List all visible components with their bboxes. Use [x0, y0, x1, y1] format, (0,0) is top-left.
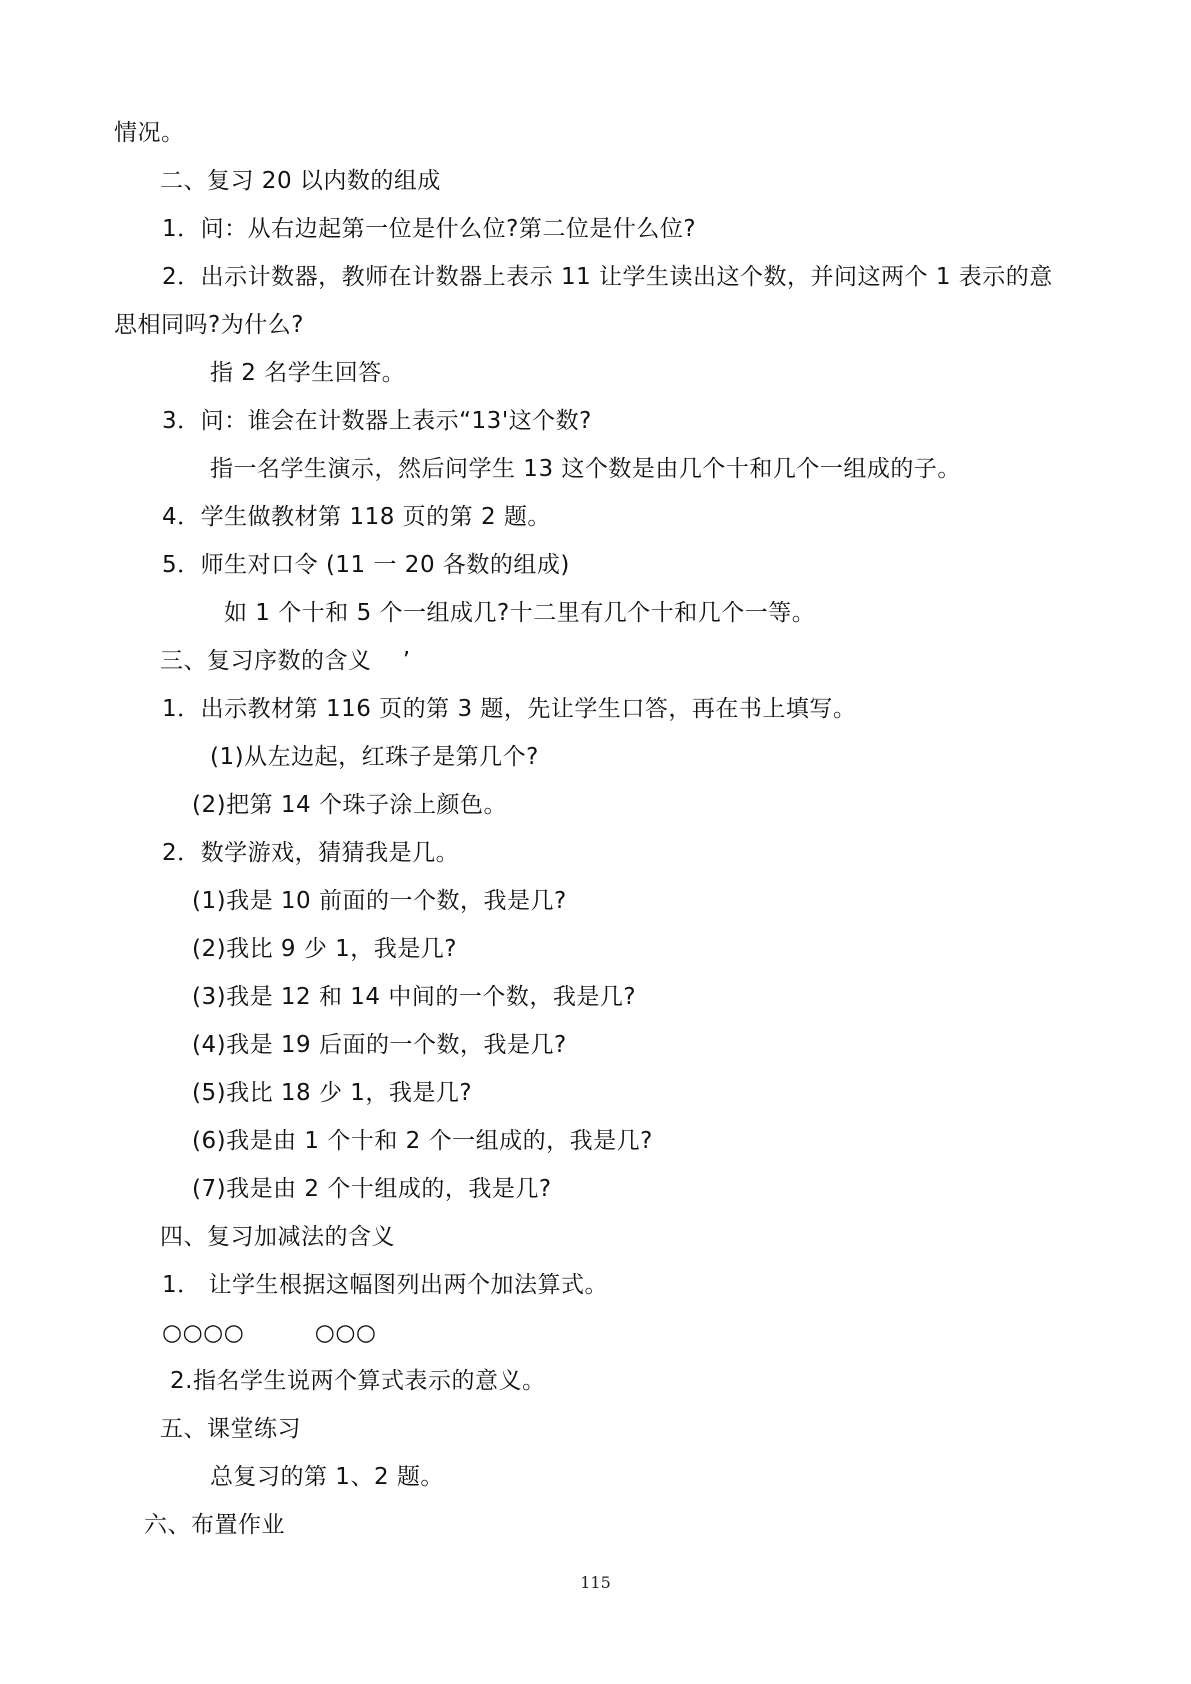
text-line: 1． 让学生根据这幅图列出两个加法算式。 — [162, 1272, 608, 1298]
text-line: 2.指名学生说两个算式表示的意义。 — [170, 1368, 546, 1394]
text-line: (3)我是 12 和 14 中间的一个数，我是几? — [192, 984, 637, 1010]
section-heading: 二、复习 20 以内数的组成 — [160, 168, 441, 194]
text-line: (1)我是 10 前面的一个数，我是几? — [192, 888, 567, 914]
text-line: 3．问：谁会在计数器上表示“13'这个数? — [162, 408, 592, 434]
text-line: 情况。 — [114, 120, 185, 146]
text-line: (7)我是由 2 个十组成的，我是几? — [192, 1176, 552, 1202]
text-line: (6)我是由 1 个十和 2 个一组成的，我是几? — [192, 1128, 653, 1154]
text-line: 思相同吗?为什么? — [114, 312, 304, 338]
text-line: 5．师生对口令 (11 一 20 各数的组成) — [162, 552, 570, 578]
section-heading: 三、复习序数的含义 ’ — [160, 648, 411, 674]
circle-diagram-text: ○○○○ ○○○ — [162, 1320, 377, 1346]
text-line: (2)我比 9 少 1，我是几? — [192, 936, 457, 962]
section-heading: 六、布置作业 — [144, 1512, 285, 1538]
text-line: 1．问：从右边起第一位是什么位?第二位是什么位? — [162, 216, 697, 242]
text-line: 2．出示计数器，教师在计数器上表示 11 让学生读出这个数，并问这两个 1 表示的意 — [162, 264, 1053, 290]
text-line: (4)我是 19 后面的一个数，我是几? — [192, 1032, 567, 1058]
text-line: (2)把第 14 个珠子涂上颜色。 — [192, 792, 507, 818]
text-line: 指 2 名学生回答。 — [210, 360, 406, 386]
section-heading: 五、课堂练习 — [160, 1416, 301, 1442]
page-number: 115 — [580, 1573, 611, 1592]
text-line: 4．学生做教材第 118 页的第 2 题。 — [162, 504, 551, 530]
text-line: (1)从左边起，红珠子是第几个? — [210, 744, 539, 770]
text-line: 如 1 个十和 5 个一组成几?十二里有几个十和几个一等。 — [224, 600, 816, 626]
text-line: 总复习的第 1、2 题。 — [210, 1464, 444, 1490]
text-line: (5)我比 18 少 1，我是几? — [192, 1080, 473, 1106]
text-line: 指一名学生演示，然后问学生 13 这个数是由几个十和几个一组成的子。 — [210, 456, 961, 482]
section-heading: 四、复习加减法的含义 — [160, 1224, 395, 1250]
text-line: 1．出示教材第 116 页的第 3 题，先让学生口答，再在书上填写。 — [162, 696, 857, 722]
text-line: 2．数学游戏，猜猜我是几。 — [162, 840, 460, 866]
